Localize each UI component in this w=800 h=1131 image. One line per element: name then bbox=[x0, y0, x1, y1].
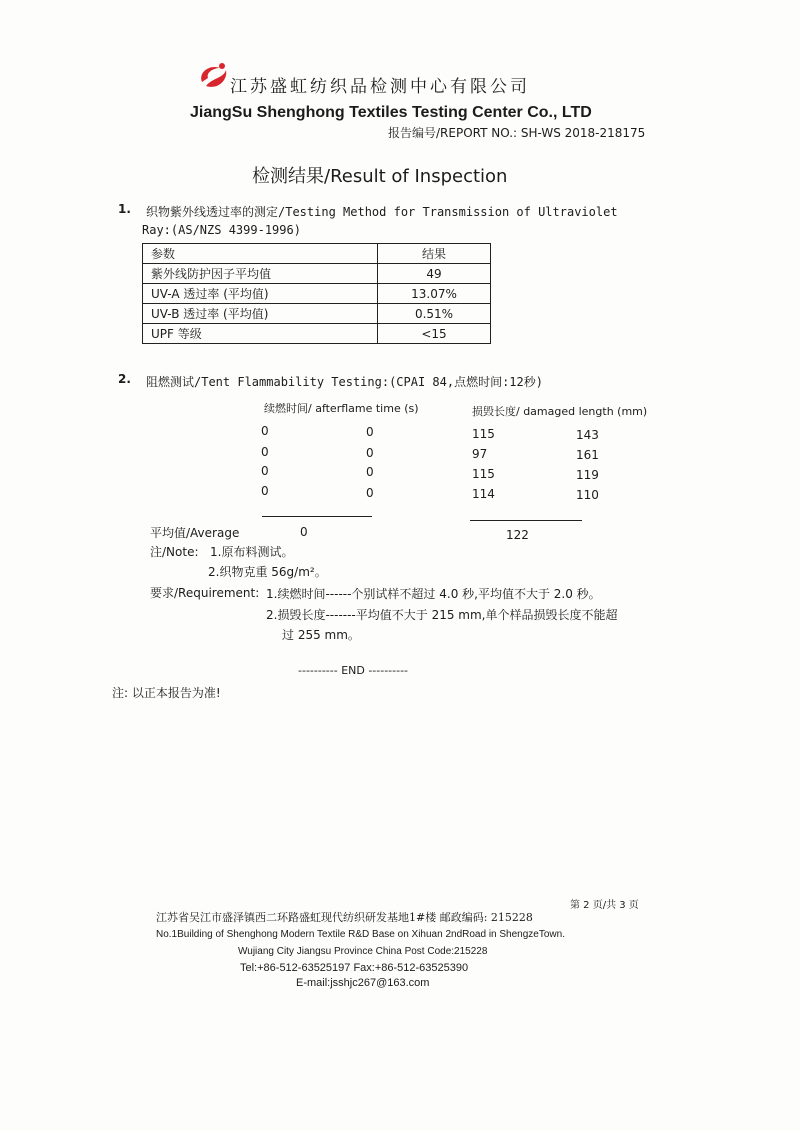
note-item: 2.织物克重 56g/m²。 bbox=[208, 565, 327, 579]
page-title: 检测结果/Result of Inspection bbox=[252, 166, 508, 187]
damaged-length-column-header: 损毁长度/ damaged length (mm) bbox=[472, 405, 648, 418]
afterflame-value: 0 bbox=[261, 424, 269, 438]
table-cell: 13.07% bbox=[378, 284, 491, 304]
section1-number: 1. bbox=[118, 202, 131, 216]
afterflame-value: 0 bbox=[366, 486, 374, 500]
afterflame-column-header: 续燃时间/ afterflame time (s) bbox=[264, 402, 419, 415]
company-name-en: JiangSu Shenghong Textiles Testing Center Co., LTD bbox=[190, 104, 592, 121]
footer-address-en: No.1Building of Shenghong Modern Textile R&D Base on Xihuan 2ndRoad in ShengzeTown. bbox=[156, 929, 565, 940]
table-row bbox=[143, 304, 491, 324]
note-item: 1.原布料测试。 bbox=[210, 545, 294, 559]
afterflame-value: 0 bbox=[366, 465, 374, 479]
section1-standard: Ray:(AS/NZS 4399-1996) bbox=[142, 223, 301, 237]
table-header-cell: 参数 bbox=[143, 244, 378, 264]
average-divider bbox=[470, 520, 582, 521]
section2-heading: 阻燃测试/Tent Flammability Testing:(CPAI 84,点燃时间:12秒) bbox=[146, 375, 543, 389]
table-cell: 49 bbox=[378, 264, 491, 284]
footer-email: E-mail:jsshjc267@163.com bbox=[296, 977, 430, 989]
table-cell: 紫外线防护因子平均值 bbox=[143, 264, 378, 284]
average-afterflame: 0 bbox=[300, 525, 308, 539]
average-damaged: 122 bbox=[506, 528, 529, 542]
table-cell: UV-B 透过率 (平均值) bbox=[143, 304, 378, 324]
company-name-cn: 江苏盛虹纺织品检测中心有限公司 bbox=[230, 77, 530, 97]
average-label: 平均值/Average bbox=[150, 526, 240, 540]
table-cell: UPF 等级 bbox=[143, 324, 378, 344]
afterflame-value: 0 bbox=[366, 446, 374, 460]
afterflame-value: 0 bbox=[261, 464, 269, 478]
section1-heading: 织物紫外线透过率的测定/Testing Method for Transmission of Ultraviolet bbox=[146, 205, 618, 219]
table-row bbox=[143, 324, 491, 344]
footer-address-en-2: Wujiang City Jiangsu Province China Post Code:215228 bbox=[238, 946, 488, 957]
damaged-value: 115 bbox=[472, 427, 495, 441]
table-cell: UV-A 透过率 (平均值) bbox=[143, 284, 378, 304]
damaged-value: 110 bbox=[576, 488, 599, 502]
requirement-item: 过 255 mm。 bbox=[282, 628, 360, 642]
table-header-cell: 结果 bbox=[378, 244, 491, 264]
damaged-value: 119 bbox=[576, 468, 599, 482]
table-header-row bbox=[143, 244, 491, 264]
requirement-item: 1.续燃时间------个别试样不超过 4.0 秒,平均值不大于 2.0 秒。 bbox=[266, 587, 601, 601]
afterflame-value: 0 bbox=[261, 445, 269, 459]
damaged-value: 161 bbox=[576, 448, 599, 462]
page-indicator: 第 2 页/共 3 页 bbox=[570, 900, 639, 911]
afterflame-value: 0 bbox=[261, 484, 269, 498]
table-cell: 0.51% bbox=[378, 304, 491, 324]
report-number: 报告编号/REPORT NO.: SH-WS 2018-218175 bbox=[388, 126, 646, 140]
damaged-value: 97 bbox=[472, 447, 488, 461]
table-row bbox=[143, 284, 491, 304]
uv-results-table bbox=[142, 243, 491, 344]
average-divider bbox=[262, 516, 372, 517]
note-label: 注/Note: bbox=[150, 545, 199, 559]
requirement-label: 要求/Requirement: bbox=[150, 586, 260, 600]
company-logo-icon bbox=[196, 60, 230, 98]
section2-number: 2. bbox=[118, 372, 131, 386]
table-row bbox=[143, 264, 491, 284]
damaged-value: 115 bbox=[472, 467, 495, 481]
damaged-value: 143 bbox=[576, 428, 599, 442]
footer-tel-fax: Tel:+86-512-63525197 Fax:+86-512-63525390 bbox=[240, 962, 469, 974]
requirement-item: 2.损毁长度-------平均值不大于 215 mm,单个样品损毁长度不能超 bbox=[266, 608, 618, 622]
table-cell: <15 bbox=[378, 324, 491, 344]
damaged-value: 114 bbox=[472, 487, 495, 501]
footer-address-cn: 江苏省吴江市盛泽镇西二环路盛虹现代纺织研发基地1#楼 邮政编码: 215228 bbox=[156, 911, 533, 924]
footnote: 注: 以正本报告为准! bbox=[112, 686, 221, 700]
end-marker: ---------- END ---------- bbox=[298, 664, 409, 677]
afterflame-value: 0 bbox=[366, 425, 374, 439]
